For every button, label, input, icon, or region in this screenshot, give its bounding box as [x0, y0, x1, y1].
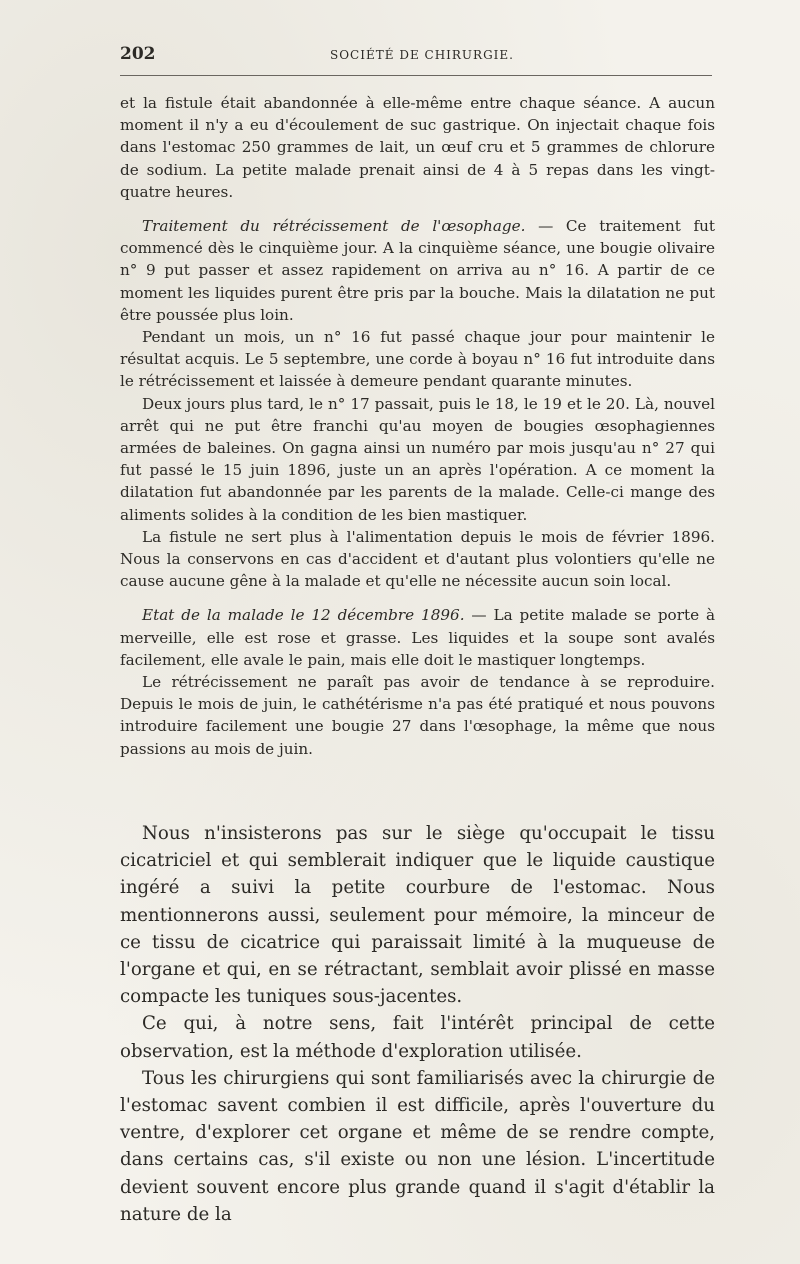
paragraph-discussion-2: Ce qui, à notre sens, fait l'intérêt principal de cette observation, est la méthode d'exploration utilisée.: [120, 1013, 715, 1062]
paragraph-discussion-1: Nous n'insisterons pas sur le siège qu'occupait le tissu cicatriciel et qui semblerait indiquer que le liquide caustique ingéré a suivi la petite courbure de l'estomac. Nous mentionnerons aussi, seulement pour mémoire, la minceur de ce tissu de cicatrice qui paraissait limité à la muqueuse de l'organe et qui, en se rétractant, semblait avoir plissé en masse compacte les tuniques sous-jacentes.: [120, 823, 715, 1008]
header-rule: [120, 75, 712, 76]
paragraph-treatment: [120, 215, 715, 326]
paragraph-discussion-3: Tous les chirurgiens qui sont familiarisés avec la chirurgie de l'estomac savent combien il est difficile, après l'ouverture du ventre, d'explorer cet organe et même de se rendre compte, dans certains cas, s'il existe ou non une lésion. L'incertitude devient souvent encore plus grande quand il s'agit d'établir la nature de la: [120, 1067, 715, 1225]
section-heading-treatment: Traitement du rétrécissement de l'œsophage.: [142, 217, 526, 236]
paragraph-one-month: Pendant un mois, un n° 16 fut passé chaque jour pour maintenir le résultat acquis. Le 5 septembre, une corde à boyau n° 16 fut introduite dans le rétrécissement et laissée à demeure pendant quarante minutes.: [120, 328, 715, 391]
page-number: 202: [120, 44, 156, 64]
paragraph-stricture: Le rétrécissement ne paraît pas avoir de tendance à se reproduire. Depuis le mois de juin, le cathétérisme n'a pas été pratiqué et nous pouvons introduire facilement une bougie 27 dans l'œsophage, la même que nous passions au mois de juin.: [120, 673, 715, 758]
case-report-text: [120, 92, 715, 760]
discussion-text: [120, 820, 715, 1228]
paragraph-fistula: La fistule ne sert plus à l'alimentation depuis le mois de février 1896. Nous la conservons en cas d'accident et d'autant plus volontiers qu'elle ne cause aucune gêne à la malade et qu'elle ne nécessite aucun soin local.: [120, 527, 715, 591]
running-title: SOCIÉTÉ DE CHIRURGIE.: [330, 48, 514, 62]
section-heading-state: Etat de la malade le 12 décembre 1896.: [142, 606, 465, 625]
page-header: [120, 44, 715, 70]
paragraph-state: [120, 604, 715, 671]
paragraph-treatment-body: — Ce traitement fut commencé dès le cinquième jour. A la cinquième séance, une bougie olivaire n° 9 put passer et assez rapidement on arriva au n° 16. A partir de ce moment les liquides purent être pris par la bouche. Mais la dilatation ne put être poussée plus loin.: [120, 217, 715, 324]
paragraph-two-days: Deux jours plus tard, le n° 17 passait, puis le 18, le 19 et le 20. Là, nouvel arrêt qui ne put être franchi qu'au moyen de bougies œsophagiennes armées de baleines. On gagna ainsi un numéro par mois jusqu'au n° 27 qui fut passé le 15 juin 1896, juste un an après l'opération. A ce moment la dilatation fut abandonnée par les parents de la malade. Celle-ci mange des aliments solides à la condition de les bien mastiquer.: [120, 394, 715, 524]
paragraph-state-body: — La petite malade se porte à merveille, elle est rose et grasse. Les liquides et la soupe sont avalés facilement, elle avale le pain, mais elle doit le mastiquer longtemps.: [120, 606, 715, 669]
paragraph-feeding: et la fistule était abandonnée à elle-même entre chaque séance. A aucun moment il n'y a eu d'écoulement de suc gastrique. On injectait chaque fois dans l'estomac 250 grammes de lait, un œuf cru et 5 grammes de chlorure de sodium. La petite malade prenait ainsi de 4 à 5 repas dans les vingt-quatre heures.: [120, 94, 715, 201]
